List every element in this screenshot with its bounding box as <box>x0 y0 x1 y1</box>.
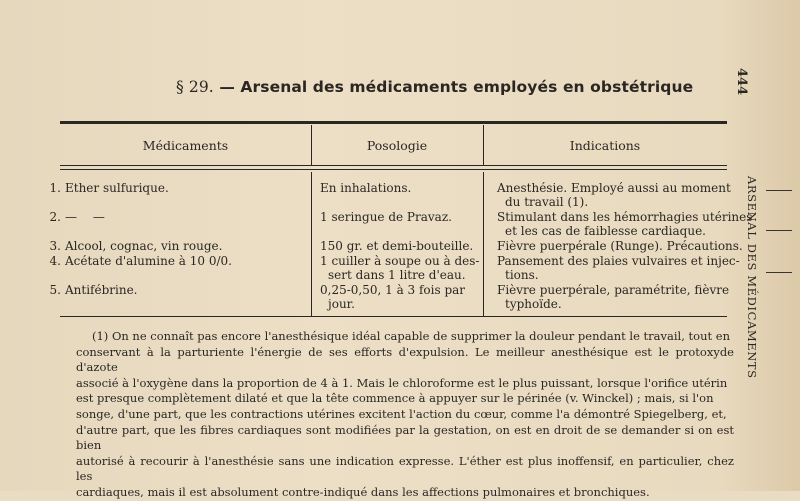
table-header-rule <box>60 165 727 166</box>
table-row-5-indications: Fièvre puerpérale, paramétrite, fièvre typhoïde. <box>497 283 730 312</box>
footnote-line: est presque complètement dilaté et que la tête commence à appuyer sur le périnée (v. Winckel) ; mais, si l'on <box>76 391 714 406</box>
footnote-line: songe, d'une part, que les contractions utérines excitent l'action du cœur, comme l'a démontré Spiegelberg, et, <box>76 406 727 421</box>
section-number: § 29. <box>176 78 214 96</box>
table-row-2-posologie: 1 seringue de Pravaz. <box>320 210 452 224</box>
table-row-2-indications: Stimulant dans les hémorrhagies utérines et les cas de faiblesse cardiaque. <box>497 210 753 239</box>
table-row-5-posologie: 0,25-0,50, 1 à 3 fois par jour. <box>320 283 466 312</box>
table-row-3-indications: Fièvre puerpérale (Runge). Précautions. <box>497 239 743 253</box>
margin-mark <box>766 230 792 231</box>
margin-mark <box>766 272 792 273</box>
footnote-line: associé à l'oxygène dans la proportion de 4 à 1. Mais le chloroforme est le plus puissant, lorsque l'orifice utérin <box>76 375 728 390</box>
table-row-3-medicament: 3. Alcool, cognac, vin rouge. <box>49 239 223 253</box>
margin-mark <box>766 190 792 191</box>
header-posologie: Posologie <box>366 138 428 153</box>
section-heading: — Arsenal des médicaments employés en obstétrique <box>219 78 694 96</box>
header-indications: Indications <box>569 138 641 153</box>
table-header-rule-double <box>60 169 727 170</box>
footnote-line: d'autre part, que les fibres cardiaques sont modifiées par la gestation, on est en droit de se demander si on est bien <box>76 422 734 453</box>
table-row-1-medicament: 1. Ether sulfurique. <box>49 181 169 195</box>
table-top-rule <box>60 121 727 124</box>
footnote-line: autorisé à recourir à l'anesthésie sans une indication expresse. L'éther est plus inoffensif, en particulier, chez les <box>76 453 734 484</box>
column-divider <box>483 172 484 316</box>
table-row-3-posologie: 150 gr. et demi-bouteille. <box>320 239 474 253</box>
running-head: ARSENAL DES MÉDICAMENTS <box>745 176 759 379</box>
footnote <box>76 329 734 501</box>
footnote-line: (1) On ne connaît pas encore l'anesthésique idéal capable de supprimer la douleur pendant le travail, tout en <box>92 329 730 343</box>
table-row-4-posologie: 1 cuiller à soupe ou à des- sert dans 1 litre d'eau. <box>320 254 480 283</box>
table-row-2-medicament: 2. — — <box>49 210 111 224</box>
page-number: 444 <box>734 68 749 96</box>
table-row-1-posologie: En inhalations. <box>320 181 412 195</box>
column-divider <box>311 172 312 316</box>
footnote-line: conservant à la parturiente l'énergie de ses efforts d'expulsion. Le meilleur anesthésique est le protoxyde d'azote <box>76 344 734 375</box>
table-row-4-indications: Pansement des plaies vulvaires et injec- tions. <box>497 254 740 283</box>
section-title <box>176 78 693 96</box>
table-row-5-medicament: 5. Antifébrine. <box>49 283 138 297</box>
table-row-1-indications: Anesthésie. Employé aussi au moment du travail (1). <box>497 181 731 210</box>
table-row-4-medicament: 4. Acétate d'alumine à 10 0/0. <box>49 254 232 268</box>
header-medicaments: Médicaments <box>142 138 229 153</box>
footnote-line: cardiaques, mais il est absolument contre-indiqué dans les affections pulmonaires et bronchiques. <box>76 484 650 499</box>
table-bottom-rule <box>60 316 727 317</box>
